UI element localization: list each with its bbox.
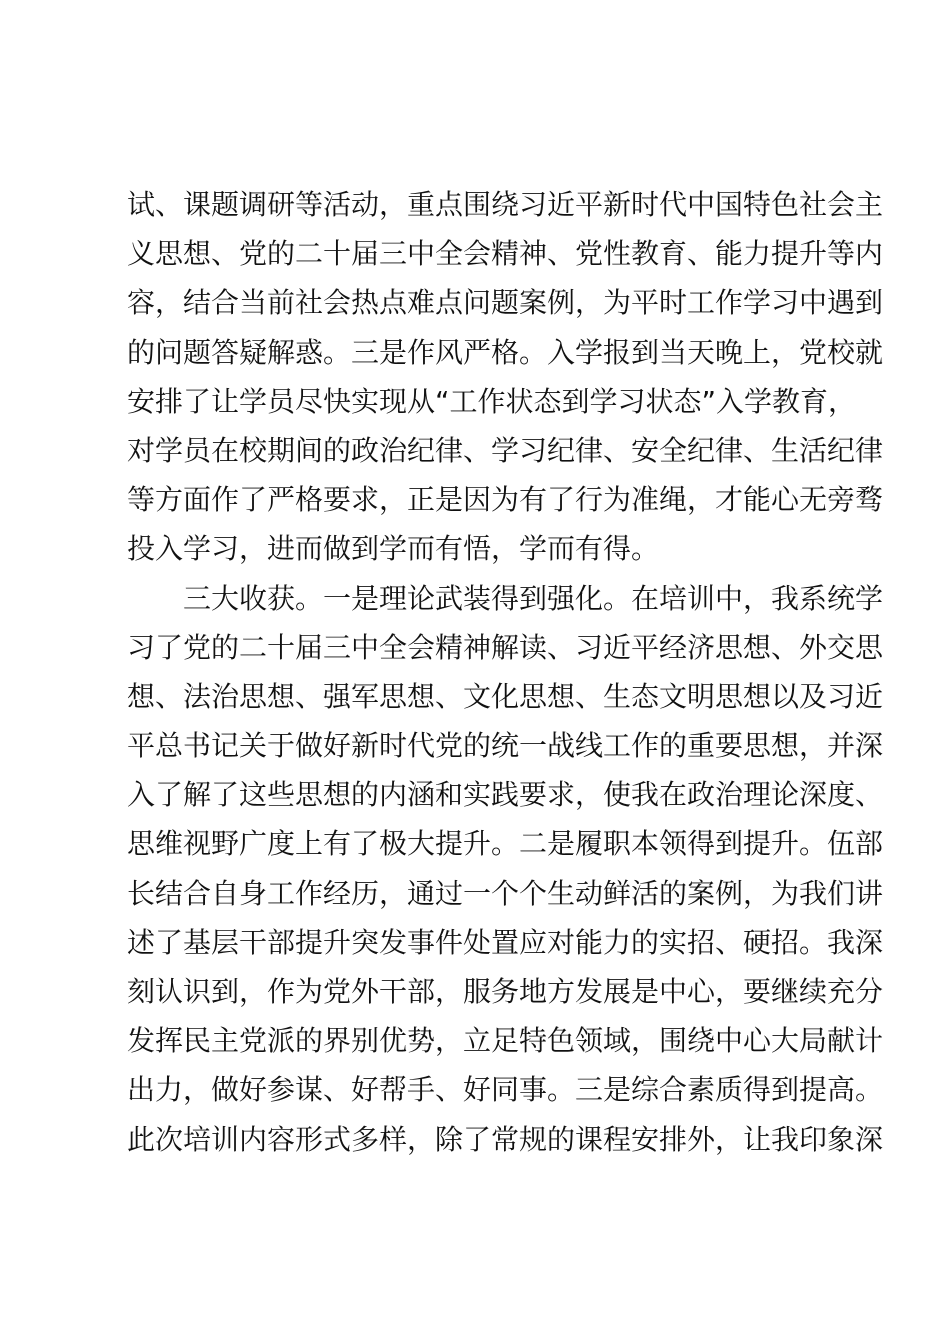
text-line: 义思想、党的二十届三中全会精神、党性教育、能力提升等内 xyxy=(127,237,884,271)
text-line: 入了解了这些思想的内涵和实践要求，使我在政治理论深度、 xyxy=(127,778,884,812)
text-line-paragraph-end: 投入学习，进而做到学而有悟，学而有得。 xyxy=(127,532,660,566)
text-line: 习了党的二十届三中全会精神解读、习近平经济思想、外交思 xyxy=(127,630,884,664)
text-line: 容，结合当前社会热点难点问题案例，为平时工作学习中遇到 xyxy=(127,286,884,320)
text-line-paragraph-start: 三大收获。一是理论武装得到强化。在培训中，我系统学 xyxy=(183,581,884,615)
text-line: 对学员在校期间的政治纪律、学习纪律、安全纪律、生活纪律 xyxy=(127,433,884,467)
text-line: 思维视野广度上有了极大提升。二是履职本领得到提升。伍部 xyxy=(127,827,884,861)
text-line: 平总书记关于做好新时代党的统一战线工作的重要思想，并深 xyxy=(127,729,884,763)
text-line: 等方面作了严格要求，正是因为有了行为准绳，才能心无旁骛 xyxy=(127,483,884,517)
text-line: 述了基层干部提升突发事件处置应对能力的实招、硬招。我深 xyxy=(127,925,884,959)
text-line: 试、课题调研等活动，重点围绕习近平新时代中国特色社会主 xyxy=(127,188,884,221)
text-line: 的问题答疑解惑。三是作风严格。入学报到当天晚上，党校就 xyxy=(127,335,884,369)
text-line: 刻认识到，作为党外干部，服务地方发展是中心，要继续充分 xyxy=(127,975,884,1008)
text-line: 发挥民主党派的界别优势，立足特色领域，围绕中心大局献计 xyxy=(127,1024,884,1058)
text-line: 出力，做好参谋、好帮手、好同事。三是综合素质得到提高。 xyxy=(127,1073,884,1107)
text-line: 想、法治思想、强军思想、文化思想、生态文明思想以及习近 xyxy=(127,679,884,713)
text-line: 安排了让学员尽快实现从“工作状态到学习状态”入学教育， xyxy=(127,384,857,418)
body-text xyxy=(127,180,884,1164)
text-line: 长结合自身工作经历，通过一个个生动鲜活的案例，为我们讲 xyxy=(127,876,884,910)
text-line: 此次培训内容形式多样，除了常规的课程安排外，让我印象深 xyxy=(127,1122,884,1156)
